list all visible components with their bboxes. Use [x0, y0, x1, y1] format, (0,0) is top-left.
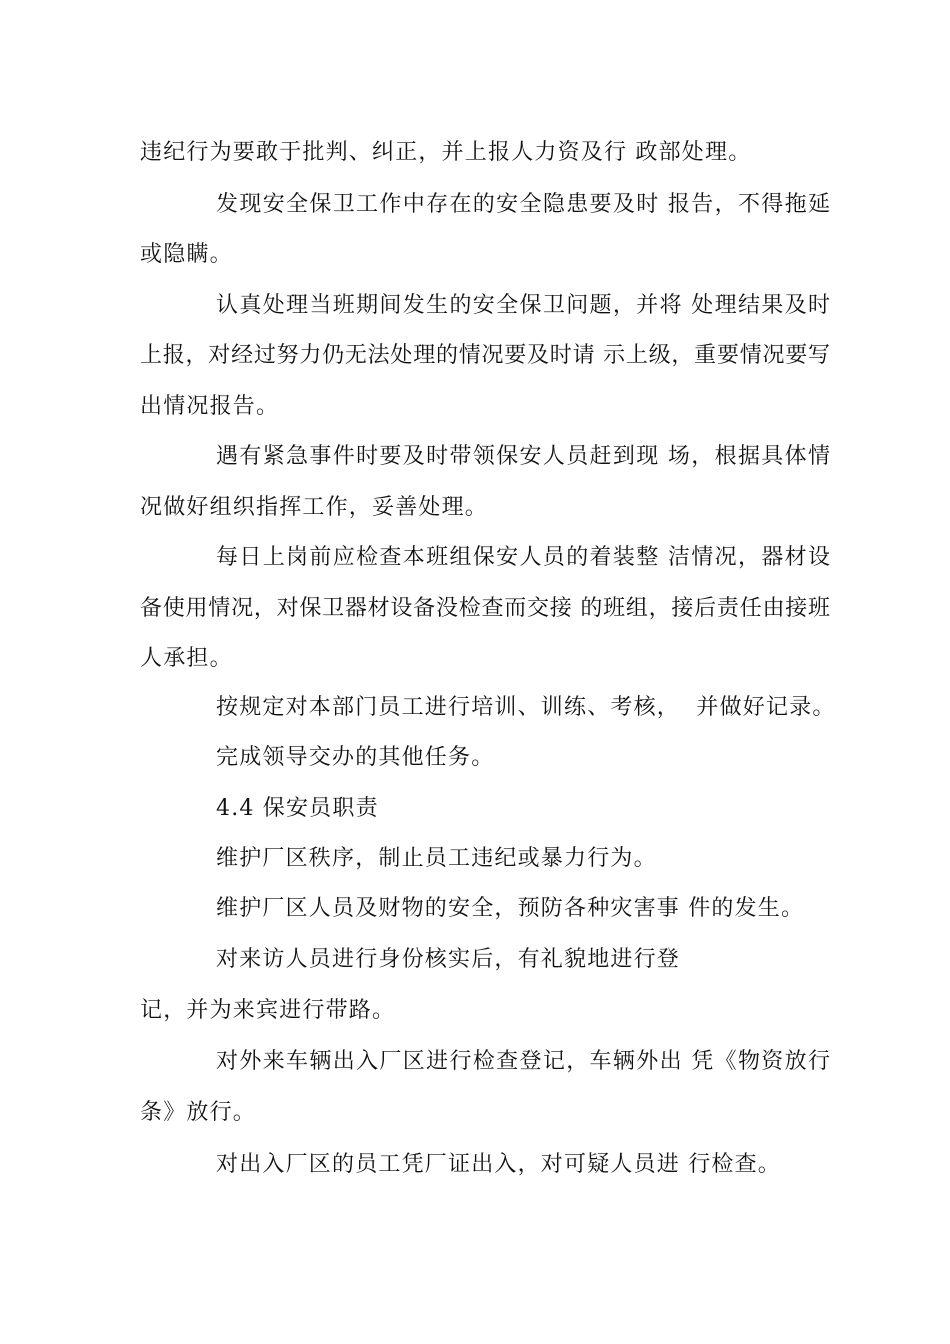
paragraph-line: 对外来车辆出入厂区进行检查登记，车辆外出 凭《物资放行 [216, 1049, 830, 1074]
paragraph-line: 按规定对本部门员工进行培训、训练、考核， 并做好记录。 [216, 695, 836, 720]
paragraph-line: 违纪行为要敢于批判、纠正，并上报人力资及行 政部处理。 [140, 140, 752, 165]
paragraph-line: 发现安全保卫工作中存在的安全隐患要及时 报告，不得拖延 [216, 192, 830, 217]
paragraph-line: 完成领导交办的其他任务。 [216, 745, 495, 770]
paragraph-line: 记，并为来宾进行带路。 [140, 998, 396, 1023]
paragraph-line: 上报，对经过努力仍无法处理的情况要及时请 示上级，重要情况要写 [140, 343, 830, 368]
paragraph-line: 条》放行。 [140, 1100, 257, 1125]
paragraph-line: 认真处理当班期间发生的安全保卫问题，并将 处理结果及时 [216, 293, 830, 318]
paragraph-line: 或隐瞒。 [140, 242, 233, 267]
paragraph-line: 维护厂区人员及财物的安全，预防各种灾害事 件的发生。 [216, 896, 805, 921]
paragraph-line: 对来访人员进行身份核实后，有礼貌地进行登 [216, 947, 681, 972]
paragraph-line: 人承担。 [140, 646, 233, 671]
paragraph-line: 遇有紧急事件时要及时带领保安人员赶到现 场，根据具体情 [216, 444, 830, 469]
paragraph-line: 维护厂区秩序，制止员工违纪或暴力行为。 [216, 846, 657, 871]
section-heading: 4.4 保安员职责 [216, 796, 379, 821]
paragraph-line: 备使用情况，对保卫器材设备没检查而交接 的班组，接后责任由接班 [140, 596, 830, 621]
paragraph-line: 况做好组织指挥工作，妥善处理。 [140, 495, 489, 520]
paragraph-line: 对出入厂区的员工凭厂证出入，对可疑人员进 行检查。 [216, 1152, 781, 1177]
paragraph-line: 每日上岗前应检查本班组保安人员的着装整 洁情况，器材设 [216, 545, 830, 570]
paragraph-line: 出情况报告。 [140, 394, 280, 419]
